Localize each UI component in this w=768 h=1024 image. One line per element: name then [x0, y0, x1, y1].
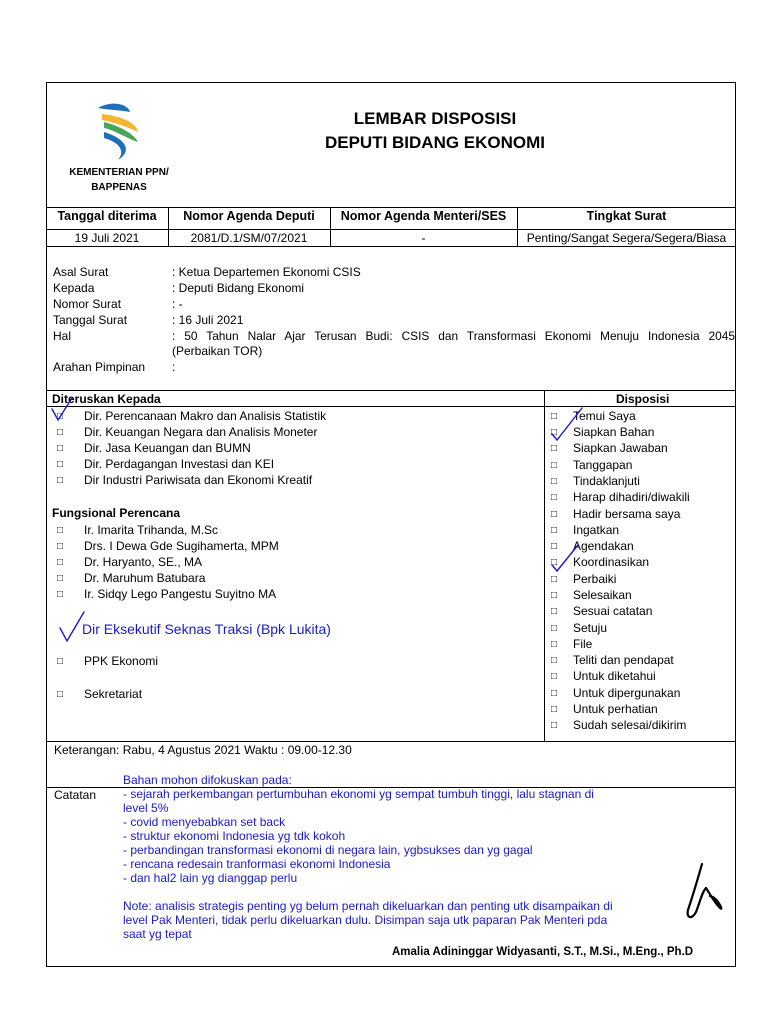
value-agenda-menteri: - — [421, 231, 426, 245]
keterangan: Keterangan: Rabu, 4 Agustus 2021 Waktu : 09.00-12.30 — [54, 743, 352, 757]
fungsional-item: Ir. Imarita Trihanda, M.Sc — [84, 523, 219, 537]
disposisi-item: Koordinasikan — [573, 555, 650, 569]
value-kepada: : Deputi Bidang Ekonomi — [172, 281, 305, 295]
checkbox[interactable]: □ — [551, 720, 558, 731]
fungsional-item: Dr. Maruhum Batubara — [84, 571, 206, 585]
director-item: Dir. Jasa Keuangan dan BUMN — [84, 441, 251, 455]
checkbox[interactable]: □ — [551, 688, 558, 699]
director-item: Dir. Perencanaan Makro dan Analisis Statistik — [84, 409, 327, 423]
note-line: - perbandingan transformasi ekonomi di negara lain, ygbsukses dan yg gagal — [123, 843, 533, 857]
ppk-item: PPK Ekonomi — [84, 654, 159, 668]
checkbox[interactable]: □ — [551, 411, 558, 422]
disposisi-item: Siapkan Bahan — [573, 425, 655, 439]
disposisi-item: Siapkan Jawaban — [573, 441, 668, 455]
label-hal: Hal — [53, 329, 72, 343]
note-line: Bahan mohon difokuskan pada: — [123, 773, 292, 787]
note-line: - rencana redesain tranformasi ekonomi Indonesia — [123, 857, 391, 871]
note-line: level Pak Menteri, tidak perlu dikeluarkan dulu. Disimpan saja utk paparan Pak Menteri pda — [123, 913, 608, 927]
fungsional-heading: Fungsional Perencana — [52, 506, 181, 520]
disposisi-item: Hadir bersama saya — [573, 507, 681, 521]
disposisi-item: Untuk dipergunakan — [573, 686, 681, 700]
checkbox[interactable]: □ — [551, 557, 558, 568]
checkbox[interactable]: □ — [57, 459, 64, 470]
checkbox[interactable]: □ — [57, 689, 64, 700]
checkbox[interactable]: □ — [551, 476, 558, 487]
disposisi-item: Perbaiki — [573, 572, 617, 586]
fungsional-item: Ir. Sidqy Lego Pangestu Suyitno MA — [84, 587, 277, 601]
org-name-line2: BAPPENAS — [91, 182, 147, 193]
forward-heading: Diteruskan Kepada — [52, 392, 161, 406]
value-tingkat: Penting/Sangat Segera/Segera/Biasa — [526, 231, 727, 245]
disposisi-item: Sudah selesai/dikirim — [573, 718, 687, 732]
checkbox[interactable]: □ — [551, 443, 558, 454]
disposisi-item: Teliti dan pendapat — [573, 653, 674, 667]
checkbox[interactable]: □ — [551, 655, 558, 666]
checkbox[interactable]: □ — [57, 475, 64, 486]
checkbox[interactable]: □ — [551, 704, 558, 715]
label-kepada: Kepada — [53, 281, 95, 295]
header-tanggal: Tanggal diterima — [57, 209, 157, 223]
note-line: Note: analisis strategis penting yg belum pernah dikeluarkan dan penting utk disampaikan di — [123, 899, 613, 913]
checkbox[interactable]: □ — [551, 639, 558, 650]
checkbox[interactable]: □ — [57, 541, 64, 552]
disposisi-item: Temui Saya — [573, 409, 636, 423]
note-line: - covid menyebabkan set back — [123, 815, 286, 829]
checkbox[interactable]: □ — [57, 656, 64, 667]
checkbox[interactable]: □ — [57, 557, 64, 568]
disposisi-item: Selesaikan — [573, 588, 632, 602]
note-line: - dan hal2 lain yg dianggap perlu — [123, 871, 298, 885]
disposisi-item: Sesuai catatan — [573, 604, 653, 618]
director-item: Dir. Keuangan Negara dan Analisis Moneter — [84, 425, 318, 439]
disposisi-item: Agendakan — [573, 539, 634, 553]
checkbox[interactable]: □ — [57, 573, 64, 584]
disposisi-item: File — [573, 637, 593, 651]
value-arahan: : — [172, 360, 176, 374]
checkbox[interactable]: □ — [57, 443, 64, 454]
label-asal: Asal Surat — [53, 265, 109, 279]
director-item: Dir Industri Pariwisata dan Ekonomi Kreatif — [84, 473, 313, 487]
fungsional-item: Dr. Haryanto, SE., MA — [84, 555, 203, 569]
disposisi-item: Untuk perhatian — [573, 702, 658, 716]
handwritten-recipient: Dir Eksekutif Seknas Traksi (Bpk Lukita) — [82, 621, 331, 637]
checkbox[interactable]: □ — [551, 460, 558, 471]
catatan-label: Catatan — [54, 788, 97, 802]
sekretariat-item: Sekretariat — [84, 687, 143, 701]
checkbox[interactable]: □ — [551, 623, 558, 634]
org-name-line1: KEMENTERIAN PPN/ — [69, 167, 169, 178]
checkbox[interactable]: □ — [551, 541, 558, 552]
checkbox[interactable]: □ — [551, 427, 558, 438]
signatory-name: Amalia Adininggar Widyasanti, S.T., M.Si., M.Eng., Ph.D — [392, 946, 694, 958]
checkbox[interactable]: □ — [57, 589, 64, 600]
value-hal-2: (Perbaikan TOR) — [172, 344, 263, 358]
doc-title: LEMBAR DISPOSISI — [353, 109, 517, 128]
disposisi-item: Setuju — [573, 621, 608, 635]
checkbox[interactable]: □ — [551, 590, 558, 601]
disposisi-item: Tanggapan — [573, 458, 633, 472]
checkbox[interactable]: □ — [57, 525, 64, 536]
checkbox[interactable]: □ — [551, 574, 558, 585]
checkbox[interactable]: □ — [551, 606, 558, 617]
signature — [680, 858, 728, 928]
note-line: saat yg tepat — [123, 927, 192, 941]
checkbox[interactable]: □ — [57, 411, 64, 422]
checkbox[interactable]: □ — [551, 525, 558, 536]
disposisi-heading: Disposisi — [616, 392, 670, 406]
checkbox[interactable]: □ — [57, 427, 64, 438]
checkbox[interactable]: □ — [551, 492, 558, 503]
fungsional-item: Drs. I Dewa Gde Sugihamerta, MPM — [84, 539, 279, 553]
value-agenda-deputi: 2081/D.1/SM/07/2021 — [190, 231, 308, 245]
value-asal: : Ketua Departemen Ekonomi CSIS — [172, 265, 361, 279]
note-line: - sejarah perkembangan pertumbuhan ekonomi yg sempat tumbuh tinggi, lalu stagnan di — [123, 787, 594, 801]
director-item: Dir. Perdagangan Investasi dan KEI — [84, 457, 275, 471]
checkbox[interactable]: □ — [551, 509, 558, 520]
label-tanggal-surat: Tanggal Surat — [53, 313, 128, 327]
label-arahan: Arahan Pimpinan — [53, 360, 146, 374]
note-line: - struktur ekonomi Indonesia yg tdk kokoh — [123, 829, 346, 843]
disposisi-item: Harap dihadiri/diwakili — [573, 490, 690, 504]
label-nomor: Nomor Surat — [53, 297, 122, 311]
value-hal: : 50 Tahun Nalar Ajar Terusan Budi: CSIS dan Transformasi Ekonomi Menuju Indonesia 2045 — [172, 329, 735, 343]
value-tanggal-surat: : 16 Juli 2021 — [172, 313, 244, 327]
note-line: level 5% — [123, 801, 169, 815]
disposisi-item: Untuk diketahui — [573, 669, 656, 683]
header-agenda-menteri: Nomor Agenda Menteri/SES — [340, 209, 507, 223]
doc-subtitle: DEPUTI BIDANG EKONOMI — [324, 133, 546, 152]
header-tingkat: Tingkat Surat — [586, 209, 667, 223]
disposisi-item: Ingatkan — [573, 523, 620, 537]
value-nomor: : - — [172, 297, 183, 311]
disposisi-item: Tindaklanjuti — [573, 474, 640, 488]
header-agenda-deputi: Nomor Agenda Deputi — [183, 209, 315, 223]
value-tanggal: 19 Juli 2021 — [74, 231, 140, 245]
checkbox[interactable]: □ — [551, 671, 558, 682]
